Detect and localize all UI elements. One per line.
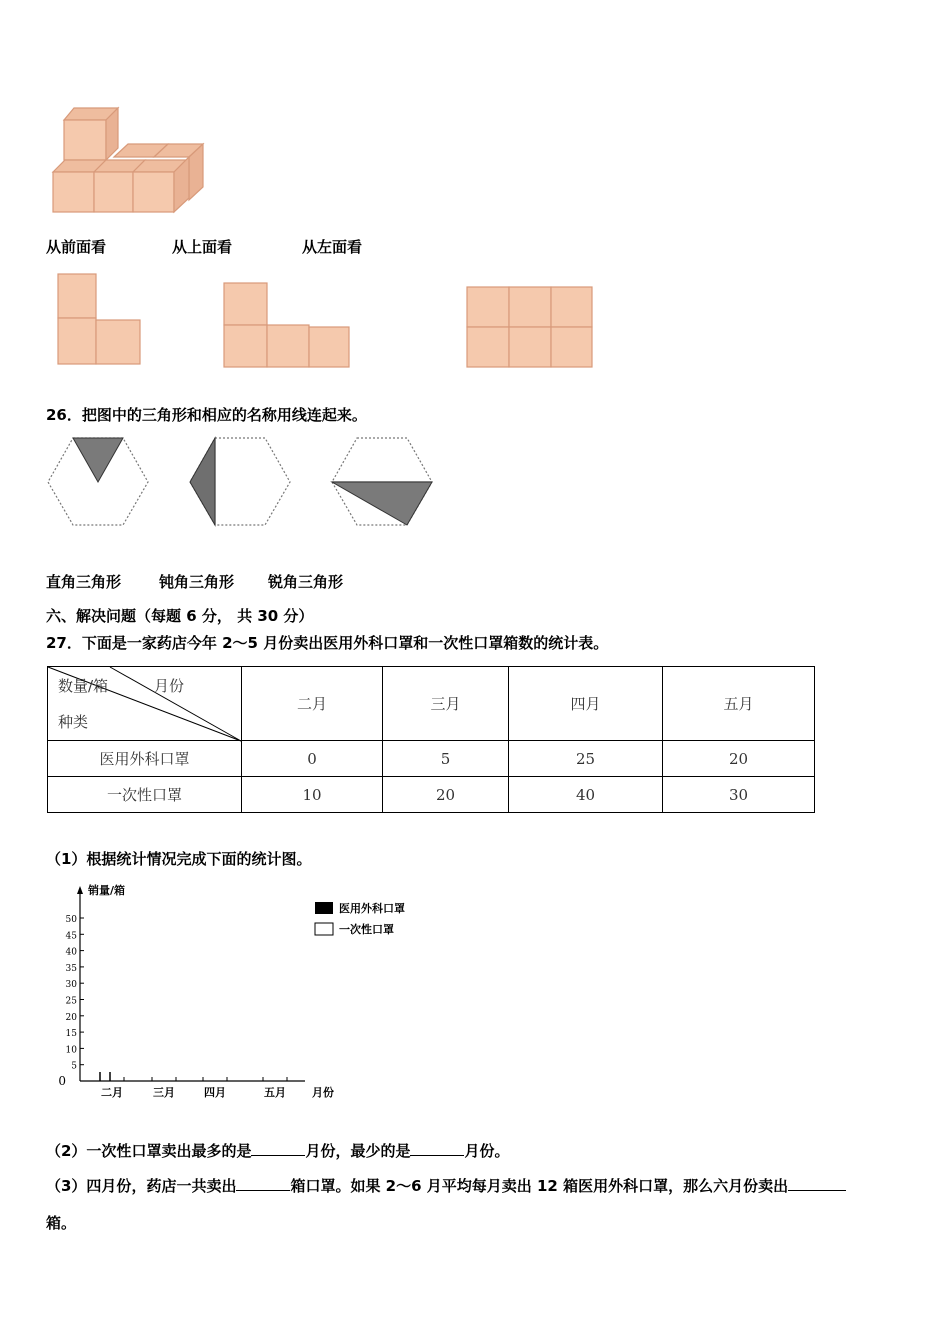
q27-part3	[46, 1175, 846, 1196]
x-tick-label: 三月	[153, 1086, 175, 1099]
y-tick-label: 30	[65, 980, 77, 991]
top-view-label: 从上面看	[172, 238, 233, 256]
y-tick-label: 15	[65, 1029, 77, 1040]
chart-ylabel: 销量/箱	[88, 884, 126, 897]
y-axis-arrow	[77, 886, 83, 894]
month-header: 二月	[242, 667, 383, 741]
answer-blank-most[interactable]	[251, 1141, 305, 1156]
triangle-name-acute: 锐角三角形	[268, 573, 344, 591]
view-shape-3	[464, 284, 596, 370]
table-cell: 20	[383, 777, 509, 813]
month-header: 三月	[383, 667, 509, 741]
y-tick-label: 40	[65, 947, 77, 958]
x-tick-label: 四月	[204, 1086, 226, 1099]
row-name: 医用外科口罩	[48, 741, 242, 777]
triangle-name-right: 直角三角形	[46, 573, 122, 591]
q27-title: 27．下面是一家药店今年 2～5 月份卖出医用外科口罩和一次性口罩箱数的统计表。	[46, 634, 609, 652]
hexagon-right-figure	[186, 434, 296, 529]
table-cell: 40	[509, 777, 663, 813]
part2-text-c: 月份。	[464, 1142, 510, 1160]
answer-blank-april-total[interactable]	[236, 1176, 290, 1191]
table-row	[48, 777, 815, 813]
chart-xlabel: 月份	[312, 1086, 334, 1099]
row-name: 一次性口罩	[48, 777, 242, 813]
table-cell: 10	[242, 777, 383, 813]
x-tick-label: 二月	[101, 1086, 123, 1099]
answer-blank-least[interactable]	[410, 1141, 464, 1156]
part3-text-c: 箱。	[46, 1214, 77, 1232]
x-tick-label: 五月	[264, 1086, 286, 1099]
corner-quantity-label: 数量/箱	[58, 677, 109, 695]
table-cell: 0	[242, 741, 383, 777]
legend-entry-disposable: 一次性口罩	[339, 923, 394, 936]
q26-title: 26．把图中的三角形和相应的名称用线连起来。	[46, 406, 367, 424]
triangle-name-obtuse: 钝角三角形	[159, 573, 235, 591]
legend-swatch-disposable	[315, 923, 333, 935]
month-header: 四月	[509, 667, 663, 741]
q27-part1: （1）根据统计情况完成下面的统计图。	[46, 850, 312, 868]
y-tick-label: 10	[65, 1045, 77, 1056]
y-tick-label: 25	[65, 996, 77, 1007]
legend-swatch-surgical	[315, 902, 333, 914]
corner-month-label: 月份	[154, 677, 185, 695]
part2-text-a: （2）一次性口罩卖出最多的是	[46, 1142, 252, 1160]
q27-part2	[46, 1140, 509, 1161]
y-tick-label: 20	[65, 1012, 77, 1023]
cube-stack-figure	[48, 102, 208, 217]
hexagon-acute-figure	[44, 434, 154, 529]
y-tick-label: 50	[65, 915, 77, 925]
front-view-label: 从前面看	[46, 238, 107, 256]
table-cell: 20	[663, 741, 815, 777]
bar-chart[interactable]	[60, 878, 440, 1104]
y-tick-label: 45	[65, 931, 77, 942]
view-shape-1	[55, 272, 145, 367]
table-row	[48, 741, 815, 777]
part3-text-b: 箱口罩。如果 2～6 月平均每月卖出 12 箱医用外科口罩，那么六月份卖出	[290, 1177, 789, 1195]
y-tick-label: 0	[58, 1074, 66, 1088]
answer-blank-june[interactable]	[788, 1176, 846, 1191]
left-view-label: 从左面看	[302, 238, 363, 256]
statistics-table	[47, 666, 815, 813]
hexagon-obtuse-figure	[328, 434, 438, 529]
month-header: 五月	[663, 667, 815, 741]
y-tick-label: 35	[65, 963, 77, 974]
part3-text-a: （3）四月份，药店一共卖出	[46, 1177, 237, 1195]
section6-title: 六、解决问题（每题 6 分， 共 30 分）	[46, 607, 314, 625]
view-shape-2	[220, 280, 355, 370]
y-tick-label: 5	[71, 1061, 77, 1072]
table-cell: 5	[383, 741, 509, 777]
table-cell: 25	[509, 741, 663, 777]
table-corner-cell	[48, 667, 242, 741]
legend-entry-surgical: 医用外科口罩	[339, 902, 405, 915]
part2-text-b: 月份，最少的是	[305, 1142, 411, 1160]
corner-kind-label: 种类	[58, 713, 89, 731]
table-cell: 30	[663, 777, 815, 813]
